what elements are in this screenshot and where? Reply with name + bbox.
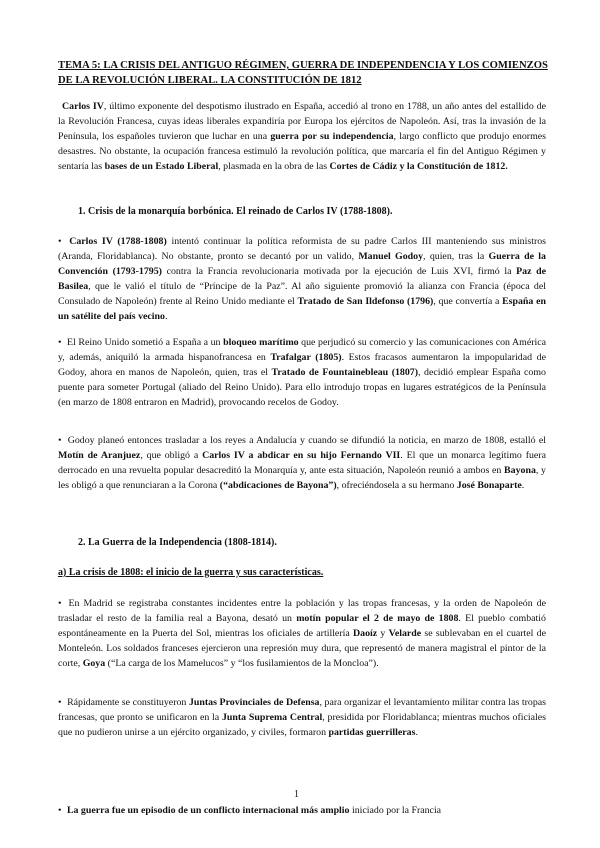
paragraph-juntas: • Rápidamente se constituyeron Juntas Provinciales de Defensa, para organizar el levantamiento militar contra las tropas francesas, que pronto se unificaron en la Junta Suprema Central, presidida por Floridablanca; mientras muchos oficiales que no pudieron unirse a un ejército organizado, y civiles, formaron partidas guerrilleras. — [58, 696, 546, 741]
subsection-a-heading: a) La crisis de 1808: el inicio de la guerra y sus características. — [58, 567, 324, 578]
page-number: 1 — [294, 789, 299, 800]
section-1-heading: 1. Crisis de la monarquía borbónica. El reinado de Carlos IV (1788-1808). — [78, 206, 393, 217]
paragraph-conflicto-internacional: • La guerra fue un episodio de un conflicto internacional más amplio iniciado por la Francia — [58, 804, 546, 819]
paragraph-carlos-iv: • Carlos IV (1788-1808) intentó continuar la política reformista de su padre Carlos III manteniendo sus ministros (Aranda, Floridablanca). No obstante, pronto se decantó por un valido, Manuel Godoy, quien, tras la Guerra de la Convención (1793-1795) contra la Francia revolucionaria motivada por la ejecución de Luis XVI, firmó la Paz de Basilea, que le valió el título de “Príncipe de la Paz”. Al año siguiente promovió la alianza con Francia (época del Consulado de Napoleón) frente al Reino Unido mediante el Tratado de San Ildefonso (1796), que convertía a España en un satélite del país vecino. — [58, 235, 546, 324]
paragraph-godoy-aranjuez: • Godoy planeó entonces trasladar a los reyes a Andalucía y cuando se difundió la noticia, en marzo de 1808, estalló el Motín de Aranjuez, que obligó a Carlos IV a abdicar en su hijo Fernando VII. El que un monarca legítimo fuera derrocado en una revuelta popular desacreditó la Monarquía y, ante esta situación, Napoleón reunió a ambos en Bayona, y les obligó a que renunciaran a la Corona (“abdicaciones de Bayona”), ofreciéndosela a su hermano José Bonaparte. — [58, 434, 546, 494]
section-2-heading: 2. La Guerra de la Independencia (1808-1814). — [78, 537, 277, 548]
intro-paragraph: Carlos IV, último exponente del despotismo ilustrado en España, accedió al trono en 1788, un año antes del estallido de la Revolución Francesa, cuyas ideas liberales expandiría por Europa los ejércitos de Napoleón. Así, tras la invasión de la Península, los españoles tuvieron que luchar en una guerra por su independencia, largo conflicto que produjo enormes desastres. No obstante, la ocupación francesa estimuló la revolución política, que marcaría el fin del Antiguo Régimen y sentaría las bases de un Estado Liberal, plasmada en la obra de las Cortes de Cádiz y la Constitución de 1812. — [58, 101, 546, 172]
paragraph-reino-unido: • El Reino Unido sometió a España a un bloqueo marítimo que perjudicó su comercio y las comunicaciones con América y, además, aniquiló la armada hispanofrancesa en Trafalgar (1805). Estos fracasos aumentaron la impopularidad de Godoy, ahora en manos de Napoleón, quien, tras el Tratado de Fountainebleau (1807), decidió emplear España como puente para someter Portugal (aliado del Reino Unido). Para ello introdujo tropas en lugares estratégicos de la Península (en marzo de 1808 entraron en Madrid), provocando recelos de Godoy. — [58, 336, 546, 411]
paragraph-dos-de-mayo: • En Madrid se registraba constantes incidentes entre la población y las tropas francesas, y la orden de Napoleón de trasladar el resto de la familia real a Bayona, desató un motín popular el 2 de mayo de 1808. El pueblo combatió espontáneamente en la Puerta del Sol, mientras los oficiales de artillería Daoíz y Velarde se sublevaban en el cuartel de Monteleón. Los soldados franceses ejercieron una represión muy dura, que representó de manera magistral el pintor de la corte, Goya (“La carga de los Mamelucos” y “los fusilamientos de la Moncloa”). — [58, 597, 546, 672]
document-title: TEMA 5: LA CRISIS DEL ANTIGUO RÉGIMEN, GUERRA DE INDEPENDENCIA Y LOS COMIENZOS DE LA REVOLUCIÓN LIBERAL. LA CONSTITUCIÓN DE 1812 — [58, 60, 548, 86]
